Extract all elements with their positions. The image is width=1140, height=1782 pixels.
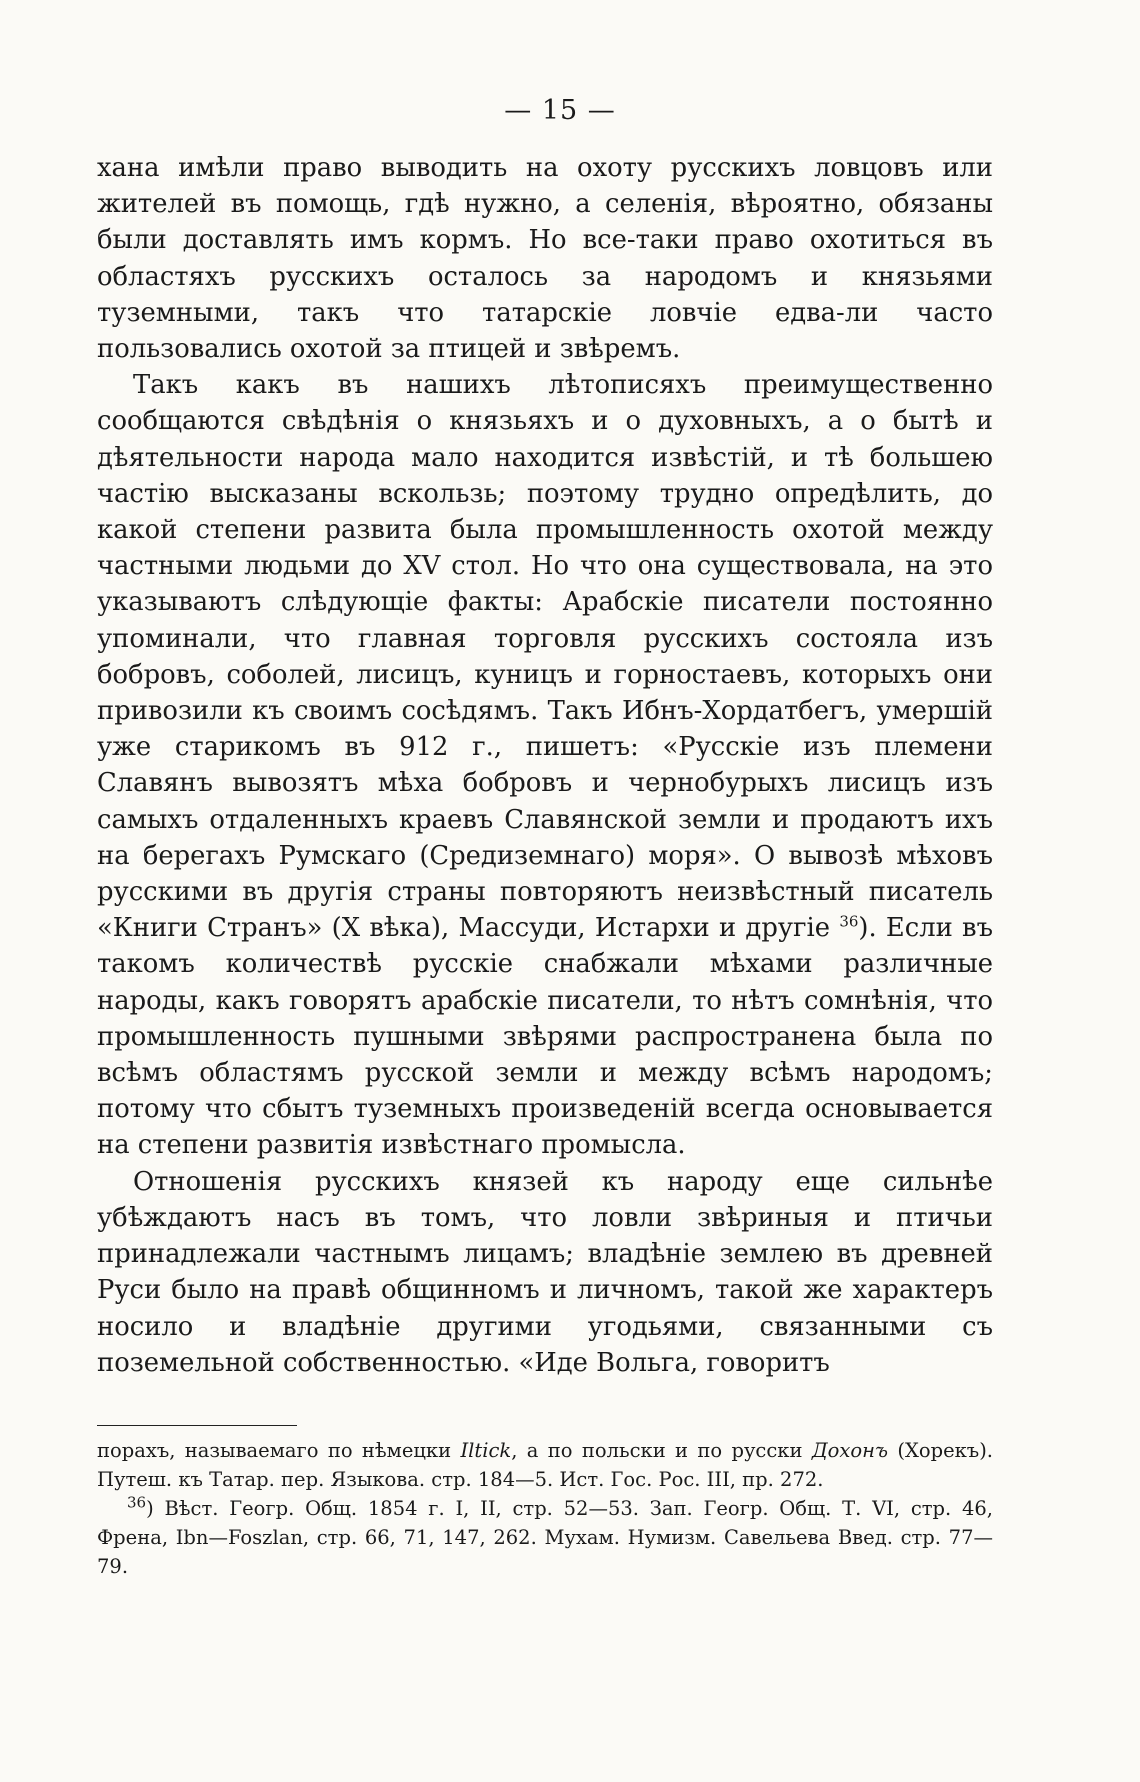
paragraph-2-text-a: Такъ какъ въ нашихъ лѣтописяхъ преимущественно сообщаются свѣдѣнія о князьяхъ и о духовныхъ, а о бытѣ и дѣятельности народа мало находится извѣстій, и тѣ большею частію высказаны вскользь; поэтому трудно опредѣлить, до какой степени развита была промышленность охотой между частными людьми до XV стол. Но что она существовала, на это указываютъ слѣдующіе факты: Арабскіе писатели постоянно упоминали, что главная торговля русскихъ состояла изъ бобровъ, соболей, лисицъ, куницъ и горностаевъ, которыхъ они привозили къ своимъ сосѣдямъ. Такъ Ибнъ-Хордатбегъ, умершій уже старикомъ въ 912 г., пишетъ: «Русскіе изъ племени Славянъ вывозятъ мѣха бобровъ и чернобурыхъ лисицъ изъ самыхъ отдаленныхъ краевъ Славянской земли и продаютъ ихъ на берегахъ Румскаго (Средиземнаго) моря». О вывозѣ мѣховъ русскими въ другія страны повторяютъ неизвѣстный писатель «Книги Странъ» (X вѣка), Массуди, Истархи и другіе [97, 370, 993, 944]
page [97, 95, 993, 1581]
footnote-ref-36: 36 [839, 912, 859, 931]
footnotes [97, 1436, 993, 1581]
footnote-continuation: порахъ, называемаго по нѣмецки Iltick, а по польски и по русски Дохонъ (Хорекъ). Путеш. къ Татар. пер. Языкова. стр. 184—5. Ист. Гос. Рос. III, пр. 272. [97, 1438, 994, 1491]
german-term: Iltick [460, 1438, 512, 1462]
paragraph-2-text-b: ). Если въ такомъ количествѣ русскіе снабжали мѣхами различные народы, какъ говорятъ арабскіе писатели, то нѣтъ сомнѣнія, что промышленность пушными звѣрями распространена была по всѣмъ областямъ русской земли и между всѣмъ народомъ; потому что сбытъ туземныхъ произведеній всегда основывается на степени развитія извѣстнаго промысла. [97, 913, 993, 1161]
paragraph-1: хана имѣли право выводить на охоту русскихъ ловцовъ или жителей въ помощь, гдѣ нужно, а селенія, вѣроятно, обязаны были доставлять имъ кормъ. Но все-таки право охотиться въ областяхъ русскихъ осталось за народомъ и князьями туземными, такъ что татарскіе ловчіе едва-ли часто пользовались охотой за птицей и звѣремъ. [97, 153, 993, 365]
russian-term: Дохонъ [811, 1438, 888, 1462]
footnote-divider [97, 1425, 297, 1426]
page-number: — 15 — [504, 95, 616, 126]
footnote-36 [97, 1494, 993, 1581]
main-text [97, 150, 993, 1381]
paragraph-3: Отношенія русскихъ князей къ народу еще сильнѣе убѣждаютъ насъ въ томъ, что ловли звѣриныя и птичьи принадлежали частнымъ лицамъ; владѣніе землею въ древней Руси было на правѣ общинномъ и личномъ, такой же характеръ носило и владѣніе другими угодьями, связанными съ поземельной собственностью. «Иде Вольга, говоритъ [97, 1166, 993, 1378]
footnote-36-marker: 36 [127, 1493, 147, 1512]
footnote-36-text: ) Вѣст. Геогр. Общ. 1854 г. I, II, стр. 52—53. Зап. Геогр. Общ. Т. VI, стр. 46, Френа, Ibn—Foszlan, стр. 66, 71, 147, 262. Мухам. Нумизм. Савельева Введ. стр. 77—79. [97, 1496, 993, 1578]
paragraph-2 [97, 367, 993, 1163]
